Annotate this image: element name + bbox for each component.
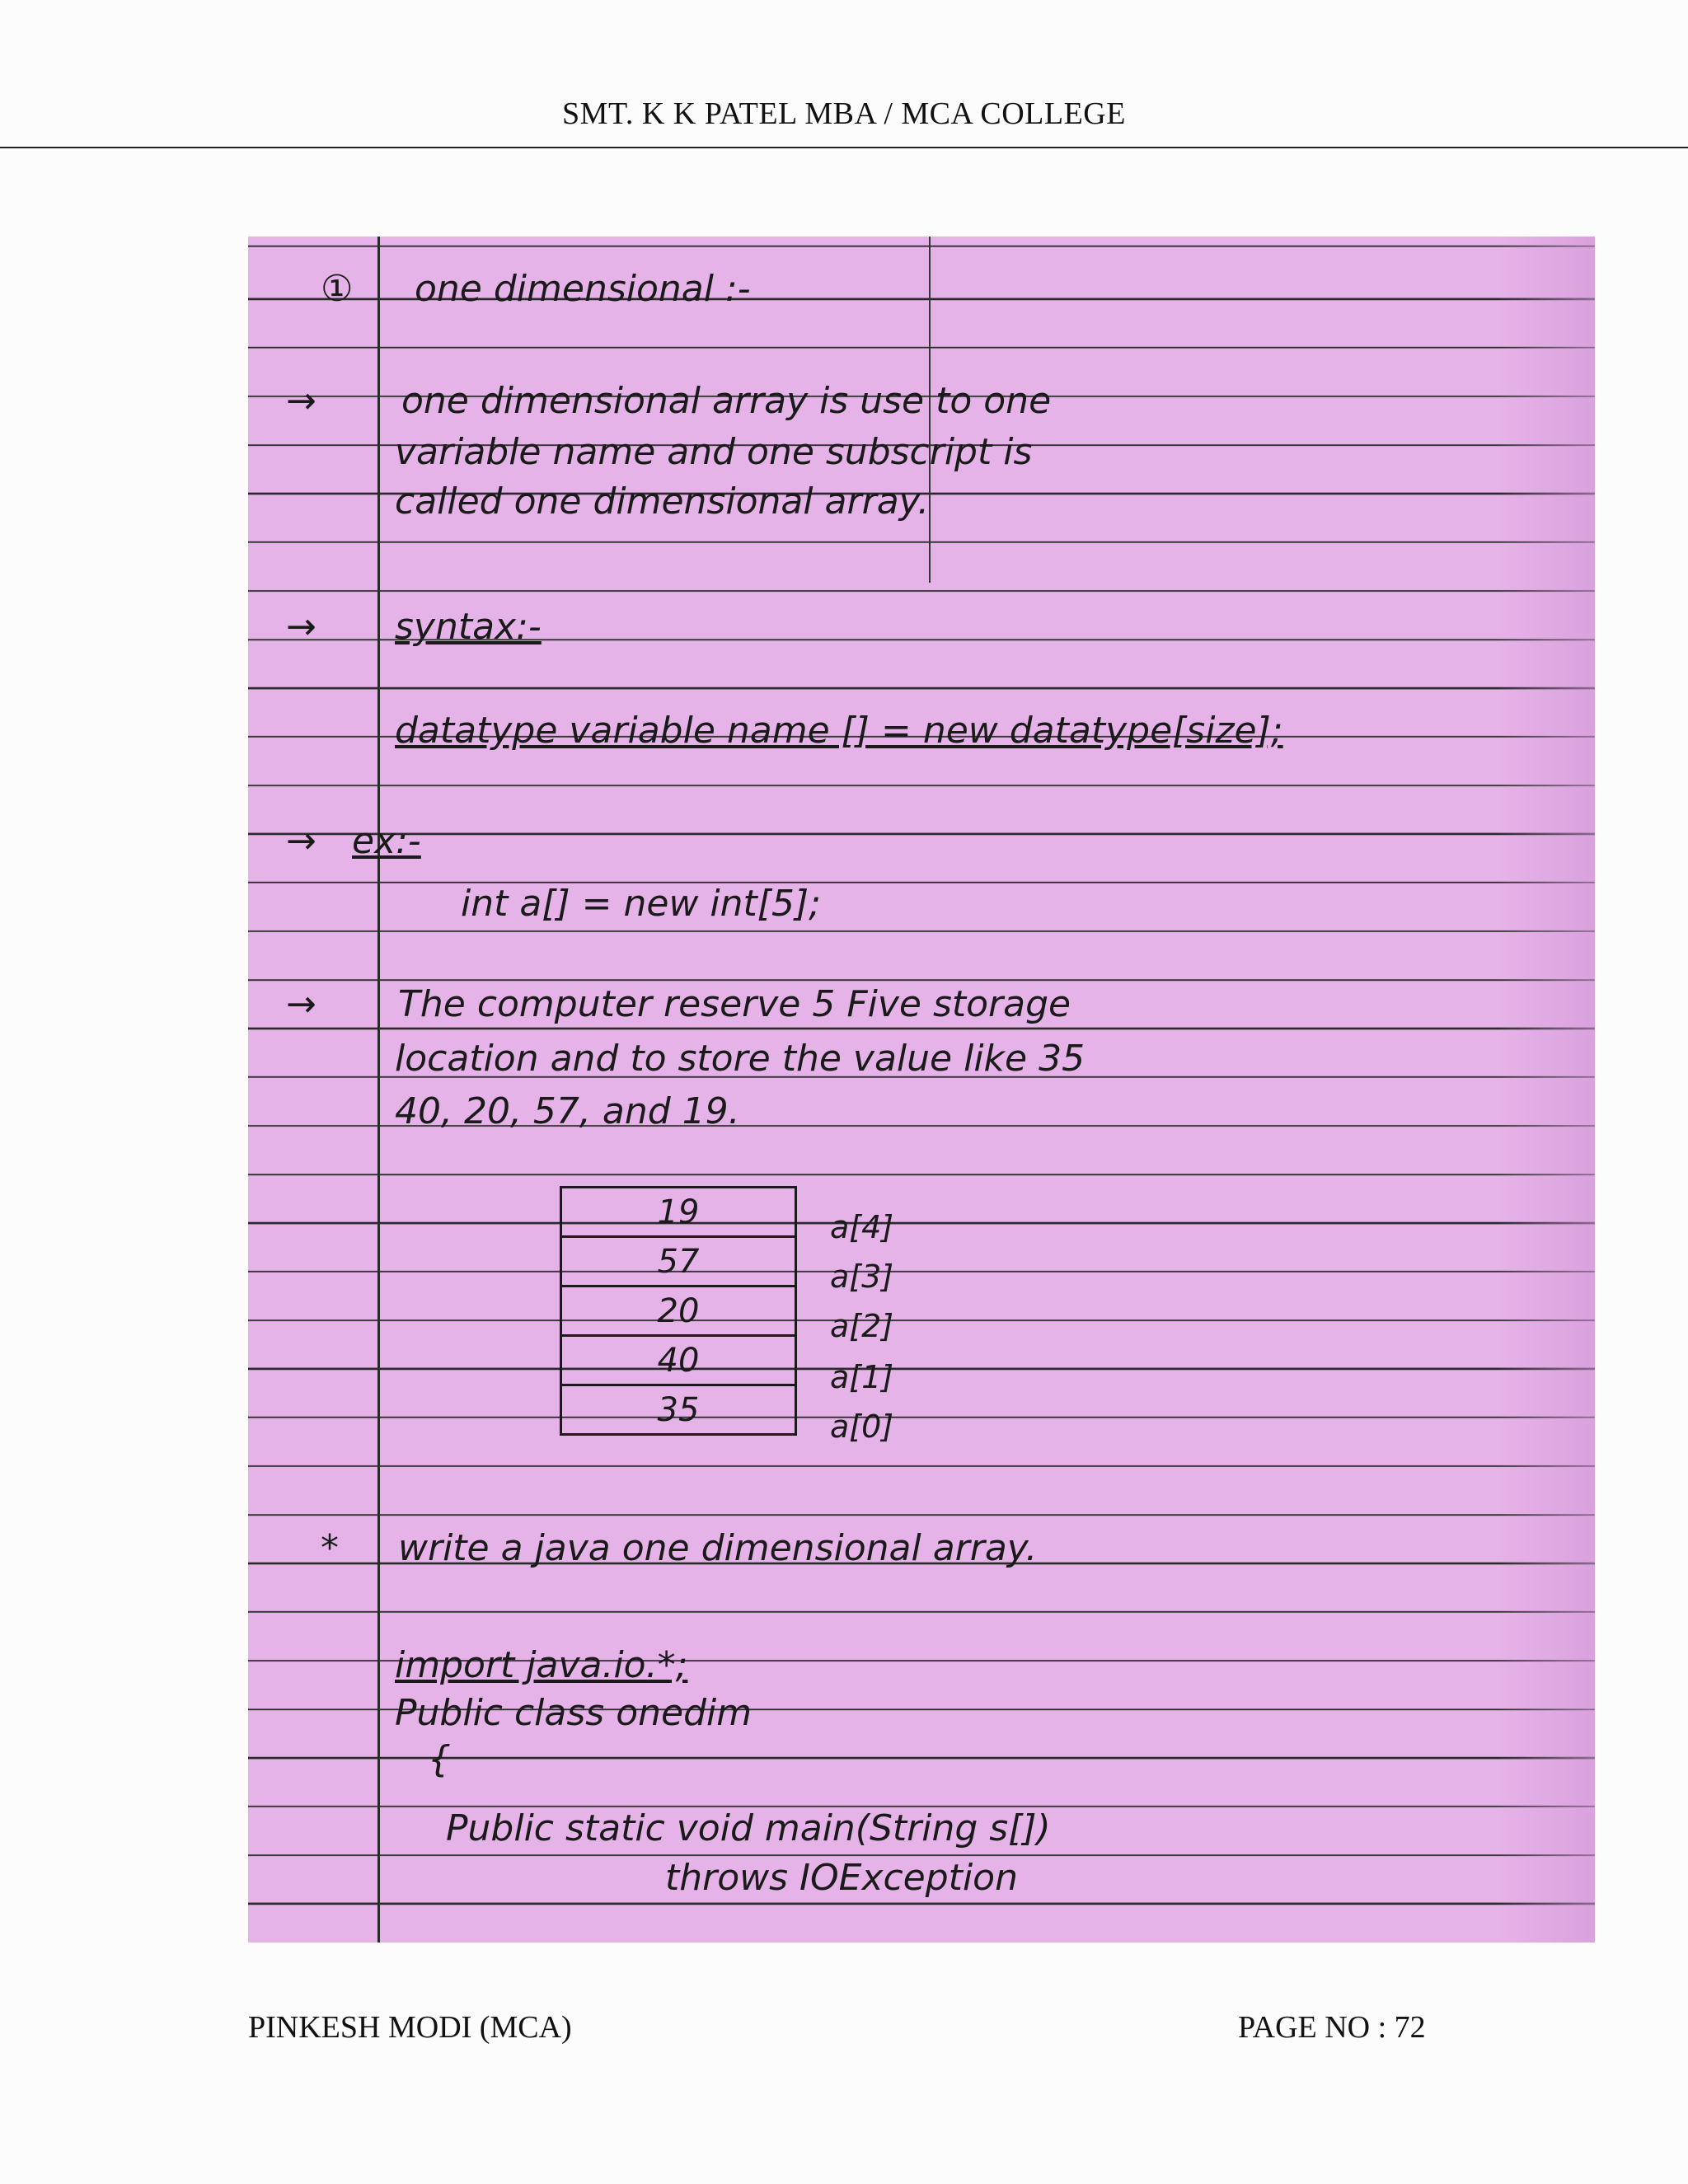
example-code: int a[] = new int[5]; [461,883,821,925]
syntax-code: datatype variable name [] = new datatype[size]; [395,710,1283,752]
task-line: write a java one dimensional array. [398,1527,1038,1569]
definition-line-1: one dimensional array is use to one [401,380,1052,422]
example-label: ex:- [352,820,421,862]
arrow-bullet: → [286,606,316,648]
code-import: import java.io.*; [395,1644,688,1686]
array-cell: 19 [561,1188,796,1237]
arrow-bullet: → [286,380,316,422]
array-cell: 57 [561,1237,796,1286]
code-throws: throws IOException [665,1857,1018,1899]
array-cell: 40 [561,1336,796,1385]
footer-author: PINKESH MODI (MCA) [248,2010,572,2045]
array-index-label: a[1] [830,1359,894,1395]
footer-page-number: PAGE NO : 72 [1238,2010,1426,2045]
circled-number: ① [321,268,354,310]
array-index-label: a[3] [830,1258,894,1295]
array-index-label: a[2] [830,1308,894,1344]
section-heading: one dimensional :- [415,268,751,310]
page-shading [1496,237,1595,1943]
definition-line-3: called one dimensional array. [395,480,930,523]
code-main: Public static void main(String s[]) [446,1807,1051,1849]
array-cell: 35 [561,1385,796,1435]
syntax-label: syntax:- [395,606,542,648]
star-bullet: * [321,1527,339,1569]
array-cell: 20 [561,1286,796,1336]
explanation-line-1: The computer reserve 5 Five storage [398,983,1071,1025]
page-header: SMT. K K PATEL MBA / MCA COLLEGE [562,96,1126,131]
array-diagram [560,1186,797,1436]
array-index-label: a[0] [830,1408,894,1445]
code-brace: { [428,1738,451,1780]
arrow-bullet: → [286,983,316,1025]
header-rule [0,147,1688,148]
notebook-page-image [248,237,1595,1943]
code-class: Public class onedim [395,1692,753,1734]
arrow-bullet: → [286,820,316,862]
definition-line-2: variable name and one subscript is [395,431,1033,473]
explanation-line-3: 40, 20, 57, and 19. [395,1090,740,1132]
array-index-label: a[4] [830,1209,894,1245]
explanation-line-2: location and to store the value like 35 [395,1038,1085,1080]
margin-line [377,237,380,1943]
